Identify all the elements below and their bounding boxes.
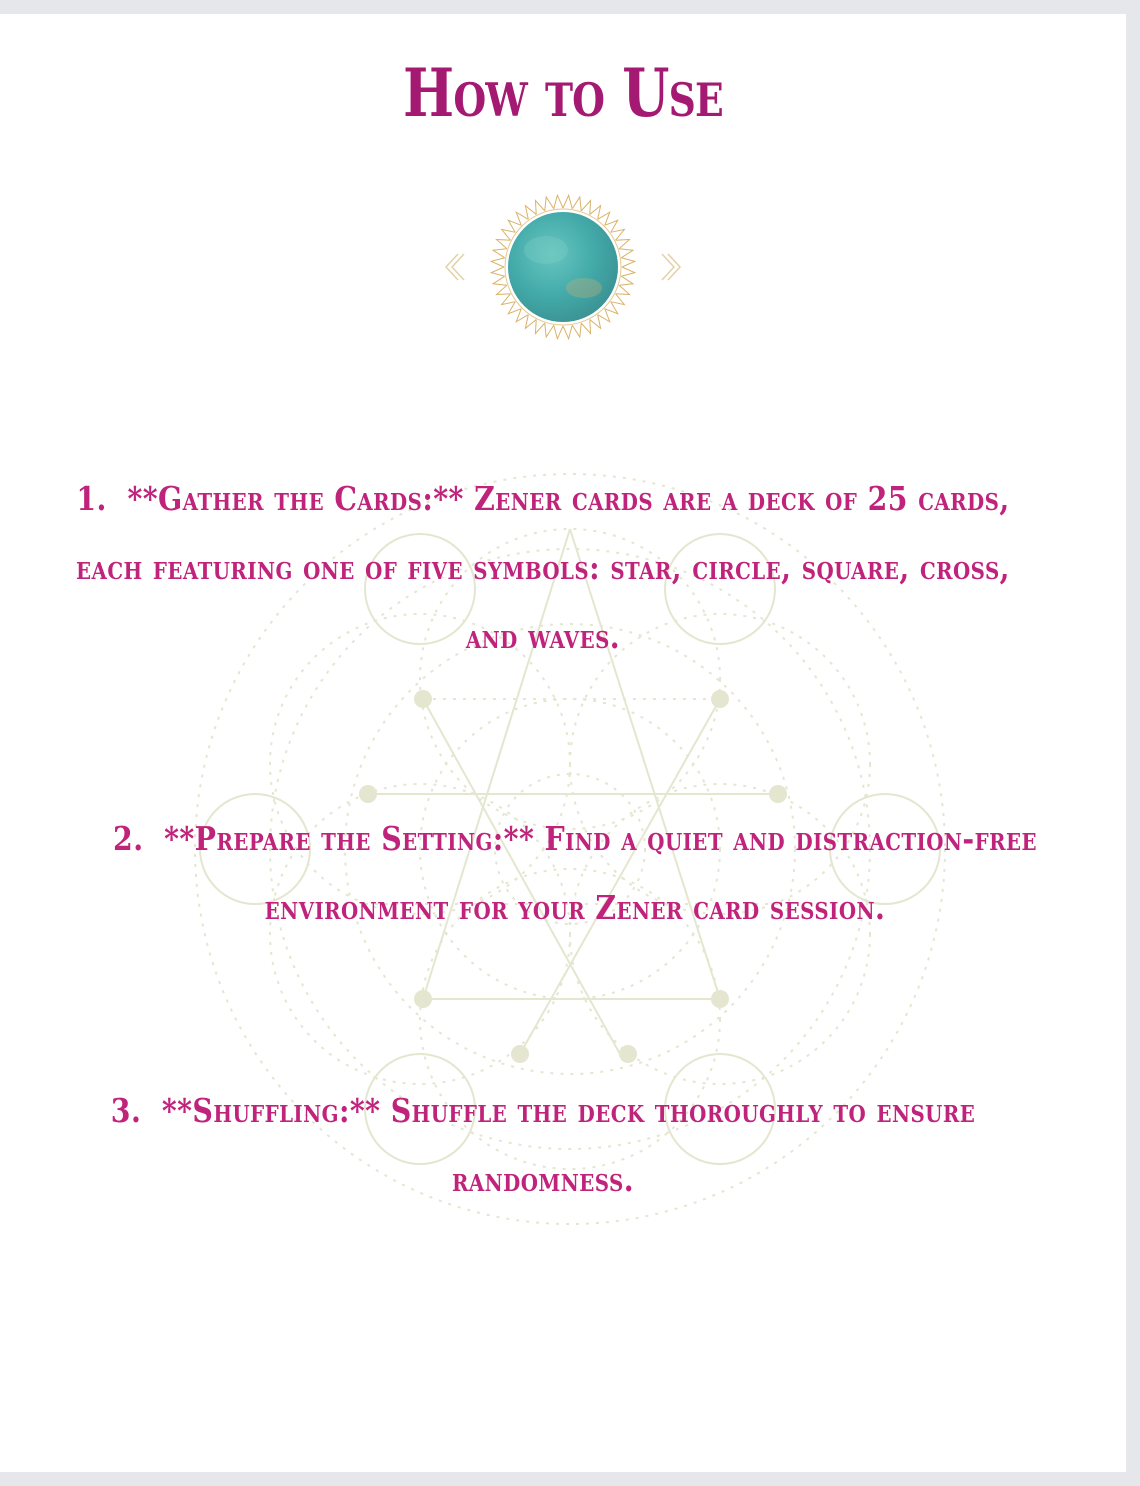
sun-ray <box>545 323 554 337</box>
sun-ray <box>554 325 563 339</box>
sun-ray <box>554 195 563 209</box>
sun-ray <box>605 220 618 232</box>
sun-ray <box>590 315 601 329</box>
sun-ray <box>598 309 610 322</box>
sun-ray <box>502 229 516 240</box>
sun-ray <box>516 309 528 322</box>
step-text: **Prepare the Setting:** Find a quiet and distraction-free environment for your Zener card session. <box>164 819 1037 927</box>
sun-ray <box>598 212 610 225</box>
sun-ray <box>611 294 625 305</box>
sun-ray <box>493 249 507 258</box>
sun-ray <box>605 302 618 314</box>
sun-ray <box>563 325 572 339</box>
step-shuffling <box>0 1076 1126 1214</box>
step-number: 1. <box>76 479 107 518</box>
page-title: How to Use <box>403 54 723 132</box>
sun-ray <box>572 323 581 337</box>
sun-ray <box>621 258 635 267</box>
sun-ray <box>563 195 572 209</box>
sun-ray <box>493 276 507 285</box>
sun-ray <box>508 220 521 232</box>
step-gather-cards <box>0 464 1126 671</box>
step-prepare-setting <box>0 804 1126 942</box>
moon-sun-emblem-icon <box>436 192 690 342</box>
step-number: 2. <box>113 819 144 858</box>
sun-ray <box>572 197 581 211</box>
sun-ray <box>619 249 633 258</box>
sun-ray <box>516 212 528 225</box>
sun-ray <box>491 267 505 276</box>
sun-ray <box>590 206 601 220</box>
sun-ray <box>525 315 536 329</box>
step-text: **Gather the Cards:** Zener cards are a deck of 25 cards, each featuring one of five symbols: star, circle, square, cross, and waves. <box>76 479 1010 656</box>
sun-ray <box>525 206 536 220</box>
sun-ray <box>502 294 516 305</box>
sun-ray <box>508 302 521 314</box>
sun-ray <box>491 258 505 267</box>
sun-ray <box>621 267 635 276</box>
step-text: **Shuffling:** Shuffle the deck thoroughly to ensure randomness. <box>161 1091 976 1199</box>
step-number: 3. <box>110 1091 142 1130</box>
sun-ray <box>545 197 554 211</box>
instruction-page <box>0 14 1126 1472</box>
sun-ray <box>619 276 633 285</box>
sun-ray <box>611 229 625 240</box>
